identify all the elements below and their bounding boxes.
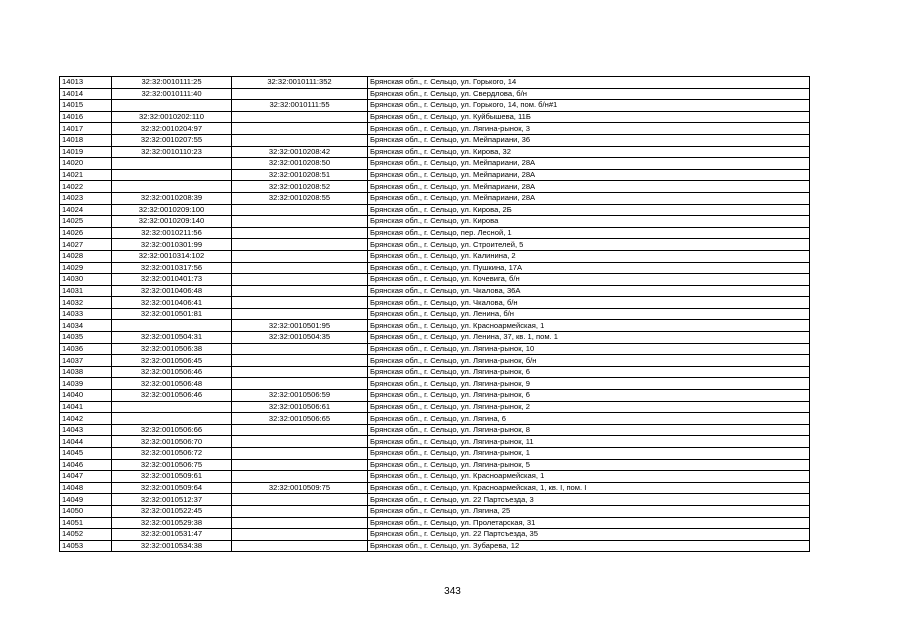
address-cell: Брянская обл., г. Сельцо, ул. Строителей, 5: [368, 239, 810, 251]
row-number-cell: 14050: [60, 505, 112, 517]
table-row: [60, 529, 810, 541]
address-cell: Брянская обл., г. Сельцо, ул. 22 Партсъезда, 35: [368, 529, 810, 541]
cadastral-number-cell: 32:32:0010301:99: [112, 239, 232, 251]
table-row: [60, 274, 810, 286]
object-cadastral-number-cell: 32:32:0010111:352: [232, 77, 368, 89]
cadastral-number-cell: 32:32:0010506:45: [112, 355, 232, 367]
table-row: [60, 169, 810, 181]
object-cadastral-number-cell: [232, 297, 368, 309]
row-number-cell: 14030: [60, 274, 112, 286]
cadastral-number-cell: [112, 181, 232, 193]
table-row: [60, 227, 810, 239]
cadastral-number-cell: 32:32:0010314:102: [112, 250, 232, 262]
object-cadastral-number-cell: 32:32:0010509:75: [232, 482, 368, 494]
cadastral-number-cell: 32:32:0010406:41: [112, 297, 232, 309]
address-cell: Брянская обл., г. Сельцо, ул. Кирова, 32: [368, 146, 810, 158]
registry-table-body: [60, 77, 810, 552]
cadastral-number-cell: 32:32:0010207:55: [112, 134, 232, 146]
row-number-cell: 14043: [60, 424, 112, 436]
row-number-cell: 14019: [60, 146, 112, 158]
table-row: [60, 459, 810, 471]
cadastral-number-cell: 32:32:0010111:25: [112, 77, 232, 89]
table-row: [60, 285, 810, 297]
object-cadastral-number-cell: 32:32:0010111:55: [232, 100, 368, 112]
row-number-cell: 14014: [60, 88, 112, 100]
row-number-cell: 14044: [60, 436, 112, 448]
object-cadastral-number-cell: [232, 517, 368, 529]
cadastral-number-cell: 32:32:0010531:47: [112, 529, 232, 541]
object-cadastral-number-cell: [232, 88, 368, 100]
cadastral-number-cell: 32:32:0010509:61: [112, 471, 232, 483]
table-row: [60, 320, 810, 332]
row-number-cell: 14046: [60, 459, 112, 471]
object-cadastral-number-cell: [232, 308, 368, 320]
table-row: [60, 192, 810, 204]
table-row: [60, 436, 810, 448]
address-cell: Брянская обл., г. Сельцо, ул. Зубарева, 12: [368, 540, 810, 552]
row-number-cell: 14029: [60, 262, 112, 274]
table-row: [60, 378, 810, 390]
cadastral-number-cell: 32:32:0010204:97: [112, 123, 232, 135]
address-cell: Брянская обл., г. Сельцо, ул. Мейпариани, 28А: [368, 181, 810, 193]
table-row: [60, 343, 810, 355]
object-cadastral-number-cell: 32:32:0010506:59: [232, 390, 368, 402]
row-number-cell: 14024: [60, 204, 112, 216]
address-cell: Брянская обл., г. Сельцо, ул. 22 Партсъезда, 3: [368, 494, 810, 506]
cadastral-number-cell: 32:32:0010209:100: [112, 204, 232, 216]
object-cadastral-number-cell: 32:32:0010506:65: [232, 413, 368, 425]
cadastral-number-cell: 32:32:0010522:45: [112, 505, 232, 517]
row-number-cell: 14040: [60, 390, 112, 402]
row-number-cell: 14022: [60, 181, 112, 193]
address-cell: Брянская обл., г. Сельцо, ул. Куйбышева, 11Б: [368, 111, 810, 123]
row-number-cell: 14026: [60, 227, 112, 239]
address-cell: Брянская обл., г. Сельцо, ул. Лягина-рынок, 9: [368, 378, 810, 390]
table-row: [60, 494, 810, 506]
address-cell: Брянская обл., г. Сельцо, пер. Лесной, 1: [368, 227, 810, 239]
table-row: [60, 250, 810, 262]
object-cadastral-number-cell: [232, 424, 368, 436]
cadastral-number-cell: 32:32:0010317:56: [112, 262, 232, 274]
object-cadastral-number-cell: [232, 227, 368, 239]
row-number-cell: 14016: [60, 111, 112, 123]
address-cell: Брянская обл., г. Сельцо, ул. Свердлова, б/н: [368, 88, 810, 100]
object-cadastral-number-cell: [232, 366, 368, 378]
object-cadastral-number-cell: 32:32:0010208:51: [232, 169, 368, 181]
cadastral-number-cell: [112, 320, 232, 332]
table-row: [60, 88, 810, 100]
object-cadastral-number-cell: [232, 459, 368, 471]
address-cell: Брянская обл., г. Сельцо, ул. Красноармейская, 1, кв. I, пом. I: [368, 482, 810, 494]
table-row: [60, 390, 810, 402]
object-cadastral-number-cell: 32:32:0010501:95: [232, 320, 368, 332]
object-cadastral-number-cell: 32:32:0010208:50: [232, 158, 368, 170]
address-cell: Брянская обл., г. Сельцо, ул. Пушкина, 17А: [368, 262, 810, 274]
cadastral-number-cell: [112, 100, 232, 112]
object-cadastral-number-cell: [232, 216, 368, 228]
cadastral-number-cell: 32:32:0010506:38: [112, 343, 232, 355]
object-cadastral-number-cell: [232, 204, 368, 216]
cadastral-number-cell: [112, 413, 232, 425]
cadastral-number-cell: [112, 401, 232, 413]
table-row: [60, 181, 810, 193]
address-cell: Брянская обл., г. Сельцо, ул. Лягина-рынок, 6: [368, 390, 810, 402]
object-cadastral-number-cell: [232, 262, 368, 274]
table-row: [60, 77, 810, 89]
cadastral-number-cell: 32:32:0010506:46: [112, 390, 232, 402]
table-row: [60, 308, 810, 320]
row-number-cell: 14028: [60, 250, 112, 262]
cadastral-number-cell: 32:32:0010501:81: [112, 308, 232, 320]
address-cell: Брянская обл., г. Сельцо, ул. Лягина-рынок, 10: [368, 343, 810, 355]
row-number-cell: 14018: [60, 134, 112, 146]
table-row: [60, 100, 810, 112]
table-row: [60, 134, 810, 146]
object-cadastral-number-cell: [232, 134, 368, 146]
object-cadastral-number-cell: [232, 448, 368, 460]
table-row: [60, 216, 810, 228]
row-number-cell: 14041: [60, 401, 112, 413]
cadastral-number-cell: 32:32:0010208:39: [112, 192, 232, 204]
row-number-cell: 14037: [60, 355, 112, 367]
table-row: [60, 413, 810, 425]
cadastral-number-cell: 32:32:0010506:75: [112, 459, 232, 471]
table-row: [60, 111, 810, 123]
address-cell: Брянская обл., г. Сельцо, ул. Лягина-рынок, 3: [368, 123, 810, 135]
address-cell: Брянская обл., г. Сельцо, ул. Чкалова, 36А: [368, 285, 810, 297]
row-number-cell: 14048: [60, 482, 112, 494]
object-cadastral-number-cell: [232, 343, 368, 355]
cadastral-number-cell: 32:32:0010506:66: [112, 424, 232, 436]
object-cadastral-number-cell: 32:32:0010208:55: [232, 192, 368, 204]
row-number-cell: 14053: [60, 540, 112, 552]
row-number-cell: 14020: [60, 158, 112, 170]
row-number-cell: 14032: [60, 297, 112, 309]
cadastral-number-cell: 32:32:0010209:140: [112, 216, 232, 228]
address-cell: Брянская обл., г. Сельцо, ул. Кочевига, б/н: [368, 274, 810, 286]
object-cadastral-number-cell: [232, 471, 368, 483]
address-cell: Брянская обл., г. Сельцо, ул. Красноармейская, 1: [368, 471, 810, 483]
object-cadastral-number-cell: 32:32:0010504:35: [232, 332, 368, 344]
object-cadastral-number-cell: [232, 285, 368, 297]
cadastral-number-cell: 32:32:0010401:73: [112, 274, 232, 286]
row-number-cell: 14033: [60, 308, 112, 320]
table-row: [60, 262, 810, 274]
table-row: [60, 482, 810, 494]
cadastral-number-cell: [112, 158, 232, 170]
row-number-cell: 14039: [60, 378, 112, 390]
table-row: [60, 204, 810, 216]
row-number-cell: 14017: [60, 123, 112, 135]
cadastral-number-cell: 32:32:0010512:37: [112, 494, 232, 506]
address-cell: Брянская обл., г. Сельцо, ул. Ленина, 37, кв. 1, пом. 1: [368, 332, 810, 344]
cadastral-number-cell: 32:32:0010509:64: [112, 482, 232, 494]
address-cell: Брянская обл., г. Сельцо, ул. Лягина-рынок, б/н: [368, 355, 810, 367]
object-cadastral-number-cell: [232, 378, 368, 390]
cadastral-number-cell: 32:32:0010506:72: [112, 448, 232, 460]
table-row: [60, 366, 810, 378]
object-cadastral-number-cell: [232, 111, 368, 123]
address-cell: Брянская обл., г. Сельцо, ул. Мейпариани, 28А: [368, 169, 810, 181]
address-cell: Брянская обл., г. Сельцо, ул. Лягина-рынок, 8: [368, 424, 810, 436]
page-number: 343: [444, 586, 461, 597]
address-cell: Брянская обл., г. Сельцо, ул. Кирова, 2Б: [368, 204, 810, 216]
address-cell: Брянская обл., г. Сельцо, ул. Лягина-рынок, 6: [368, 366, 810, 378]
address-cell: Брянская обл., г. Сельцо, ул. Горького, 14: [368, 77, 810, 89]
table-row: [60, 471, 810, 483]
table-row: [60, 401, 810, 413]
cadastral-number-cell: 32:32:0010406:48: [112, 285, 232, 297]
table-row: [60, 355, 810, 367]
address-cell: Брянская обл., г. Сельцо, ул. Кирова: [368, 216, 810, 228]
object-cadastral-number-cell: 32:32:0010506:61: [232, 401, 368, 413]
row-number-cell: 14038: [60, 366, 112, 378]
table-row: [60, 505, 810, 517]
table-row: [60, 146, 810, 158]
cadastral-number-cell: [112, 169, 232, 181]
row-number-cell: 14045: [60, 448, 112, 460]
row-number-cell: 14013: [60, 77, 112, 89]
table-row: [60, 123, 810, 135]
address-cell: Брянская обл., г. Сельцо, ул. Лягина-рынок, 2: [368, 401, 810, 413]
object-cadastral-number-cell: [232, 540, 368, 552]
row-number-cell: 14015: [60, 100, 112, 112]
address-cell: Брянская обл., г. Сельцо, ул. Чкалова, б/н: [368, 297, 810, 309]
cadastral-number-cell: 32:32:0010534:38: [112, 540, 232, 552]
cadastral-number-cell: 32:32:0010529:38: [112, 517, 232, 529]
row-number-cell: 14042: [60, 413, 112, 425]
object-cadastral-number-cell: [232, 436, 368, 448]
object-cadastral-number-cell: [232, 494, 368, 506]
row-number-cell: 14036: [60, 343, 112, 355]
table-row: [60, 448, 810, 460]
cadastral-number-cell: 32:32:0010110:23: [112, 146, 232, 158]
address-cell: Брянская обл., г. Сельцо, ул. Мейпариани, 28А: [368, 192, 810, 204]
row-number-cell: 14025: [60, 216, 112, 228]
address-cell: Брянская обл., г. Сельцо, ул. Мейпариани, 36: [368, 134, 810, 146]
address-cell: Брянская обл., г. Сельцо, ул. Лягина-рынок, 5: [368, 459, 810, 471]
table-row: [60, 540, 810, 552]
object-cadastral-number-cell: [232, 505, 368, 517]
cadastral-number-cell: 32:32:0010111:40: [112, 88, 232, 100]
address-cell: Брянская обл., г. Сельцо, ул. Лягина, 25: [368, 505, 810, 517]
table-row: [60, 424, 810, 436]
cadastral-number-cell: 32:32:0010202:110: [112, 111, 232, 123]
table-row: [60, 332, 810, 344]
table-row: [60, 239, 810, 251]
address-cell: Брянская обл., г. Сельцо, ул. Красноармейская, 1: [368, 320, 810, 332]
row-number-cell: 14021: [60, 169, 112, 181]
object-cadastral-number-cell: [232, 355, 368, 367]
row-number-cell: 14052: [60, 529, 112, 541]
row-number-cell: 14034: [60, 320, 112, 332]
address-cell: Брянская обл., г. Сельцо, ул. Лягина-рынок, 1: [368, 448, 810, 460]
cadastral-number-cell: 32:32:0010506:48: [112, 378, 232, 390]
object-cadastral-number-cell: 32:32:0010208:42: [232, 146, 368, 158]
row-number-cell: 14047: [60, 471, 112, 483]
table-row: [60, 297, 810, 309]
address-cell: Брянская обл., г. Сельцо, ул. Лягина-рынок, 11: [368, 436, 810, 448]
cadastral-number-cell: 32:32:0010211:56: [112, 227, 232, 239]
row-number-cell: 14023: [60, 192, 112, 204]
object-cadastral-number-cell: [232, 123, 368, 135]
cadastral-number-cell: 32:32:0010506:70: [112, 436, 232, 448]
object-cadastral-number-cell: 32:32:0010208:52: [232, 181, 368, 193]
address-cell: Брянская обл., г. Сельцо, ул. Мейпариани, 28А: [368, 158, 810, 170]
object-cadastral-number-cell: [232, 250, 368, 262]
object-cadastral-number-cell: [232, 239, 368, 251]
row-number-cell: 14027: [60, 239, 112, 251]
table-row: [60, 517, 810, 529]
address-cell: Брянская обл., г. Сельцо, ул. Ленина, б/н: [368, 308, 810, 320]
object-cadastral-number-cell: [232, 529, 368, 541]
row-number-cell: 14035: [60, 332, 112, 344]
property-registry-table: [59, 76, 810, 552]
address-cell: Брянская обл., г. Сельцо, ул. Лягина, 6: [368, 413, 810, 425]
address-cell: Брянская обл., г. Сельцо, ул. Пролетарская, 31: [368, 517, 810, 529]
cadastral-number-cell: 32:32:0010506:46: [112, 366, 232, 378]
table-row: [60, 158, 810, 170]
address-cell: Брянская обл., г. Сельцо, ул. Калинина, 2: [368, 250, 810, 262]
row-number-cell: 14051: [60, 517, 112, 529]
cadastral-number-cell: 32:32:0010504:31: [112, 332, 232, 344]
row-number-cell: 14049: [60, 494, 112, 506]
object-cadastral-number-cell: [232, 274, 368, 286]
address-cell: Брянская обл., г. Сельцо, ул. Горького, 14, пом. б/н#1: [368, 100, 810, 112]
row-number-cell: 14031: [60, 285, 112, 297]
